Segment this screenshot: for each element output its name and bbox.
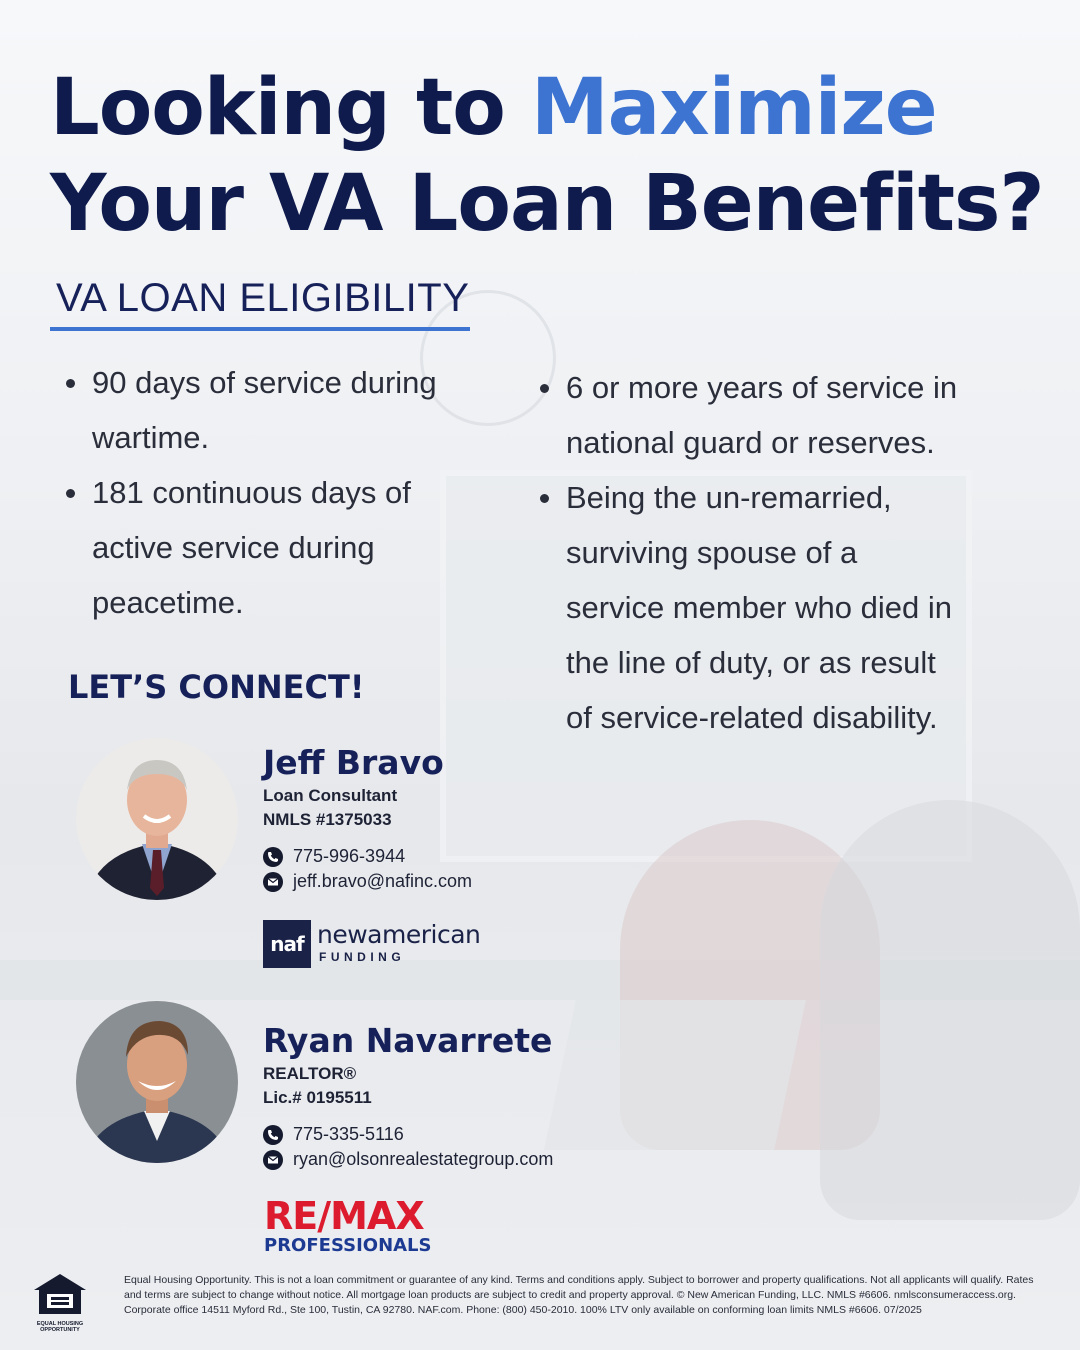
list-item: 90 days of service during wartime. bbox=[64, 355, 484, 465]
background-person bbox=[820, 800, 1080, 1220]
connect-title: LET’S CONNECT! bbox=[68, 668, 365, 706]
eho-text-line1: EQUAL HOUSING bbox=[36, 1321, 84, 1327]
eligibility-list-left bbox=[64, 355, 484, 630]
phone-number[interactable]: 775-996-3944 bbox=[293, 846, 406, 866]
eligibility-underline bbox=[50, 327, 470, 331]
eho-text-line2: OPPORTUNITY bbox=[40, 1327, 80, 1333]
naf-logo-name: newamerican bbox=[317, 920, 481, 949]
disclaimer: Equal Housing Opportunity. This is not a loan commitment or guarantee of any kind. Terms and conditions apply. Subject to borrower and property qualifications. Not all applicants will qualify. Rates and terms are subject to change without notice. All mortgage loan products are subject to credit and property approval. © New American Funding, LLC. NMLS #6606. nmlsconsumeraccess.org. Corporate office 14511 Myford Rd., Ste 100, Tustin, CA 92780. NAF.com. Phone: (800) 450-2010. 100% LTV only available on conforming loan limits NMLS #6606. 07/2025 bbox=[124, 1274, 1034, 1316]
contact-role: Loan Consultant bbox=[263, 786, 398, 805]
phone-row[interactable] bbox=[263, 1122, 623, 1147]
contact-card-jeff bbox=[263, 742, 623, 894]
naf-logo-sub: FUNDING bbox=[319, 950, 406, 964]
naf-logo-mark: naf bbox=[263, 920, 311, 968]
headline-prefix: Looking to bbox=[50, 63, 532, 153]
eligibility-list-right bbox=[538, 360, 958, 745]
phone-number[interactable]: 775-335-5116 bbox=[293, 1124, 404, 1144]
list-item: 6 or more years of service in national guard or reserves. bbox=[538, 360, 958, 470]
contact-card-ryan bbox=[263, 1020, 623, 1172]
list-item: Being the un-remarried, surviving spouse of a service member who died in the line of duty, or as result of service-related disability. bbox=[538, 470, 958, 745]
email-row[interactable] bbox=[263, 869, 623, 894]
email-address[interactable]: jeff.bravo@nafinc.com bbox=[293, 871, 473, 891]
remax-logo-main: RE/MAX bbox=[264, 1194, 424, 1238]
email-row[interactable] bbox=[263, 1147, 623, 1172]
phone-row[interactable] bbox=[263, 844, 623, 869]
email-icon bbox=[263, 872, 283, 892]
contact-name: Jeff Bravo bbox=[263, 743, 444, 782]
phone-icon bbox=[263, 1125, 283, 1145]
headline-accent: Maximize bbox=[531, 63, 937, 153]
equal-housing-logo bbox=[30, 1272, 90, 1332]
remax-logo bbox=[264, 1196, 464, 1260]
avatar bbox=[76, 1001, 238, 1163]
list-item: 181 continuous days of active service during peacetime. bbox=[64, 465, 484, 630]
email-icon bbox=[263, 1150, 283, 1170]
naf-logo bbox=[263, 920, 513, 970]
remax-logo-sub: PROFESSIONALS bbox=[264, 1235, 432, 1256]
email-address[interactable]: ryan@olsonrealestategroup.com bbox=[293, 1149, 554, 1169]
headline-line2: Your VA Loan Benefits? bbox=[50, 159, 1044, 249]
contact-name: Ryan Navarrete bbox=[263, 1021, 553, 1060]
contact-role: REALTOR® bbox=[263, 1064, 357, 1083]
eligibility-title: VA LOAN ELIGIBILITY bbox=[56, 276, 470, 320]
contact-license: Lic.# 0195511 bbox=[263, 1088, 372, 1107]
contact-license: NMLS #1375033 bbox=[263, 810, 392, 829]
headline bbox=[50, 60, 1044, 252]
house-icon bbox=[32, 1272, 88, 1316]
phone-icon bbox=[263, 847, 283, 867]
avatar bbox=[76, 738, 238, 900]
